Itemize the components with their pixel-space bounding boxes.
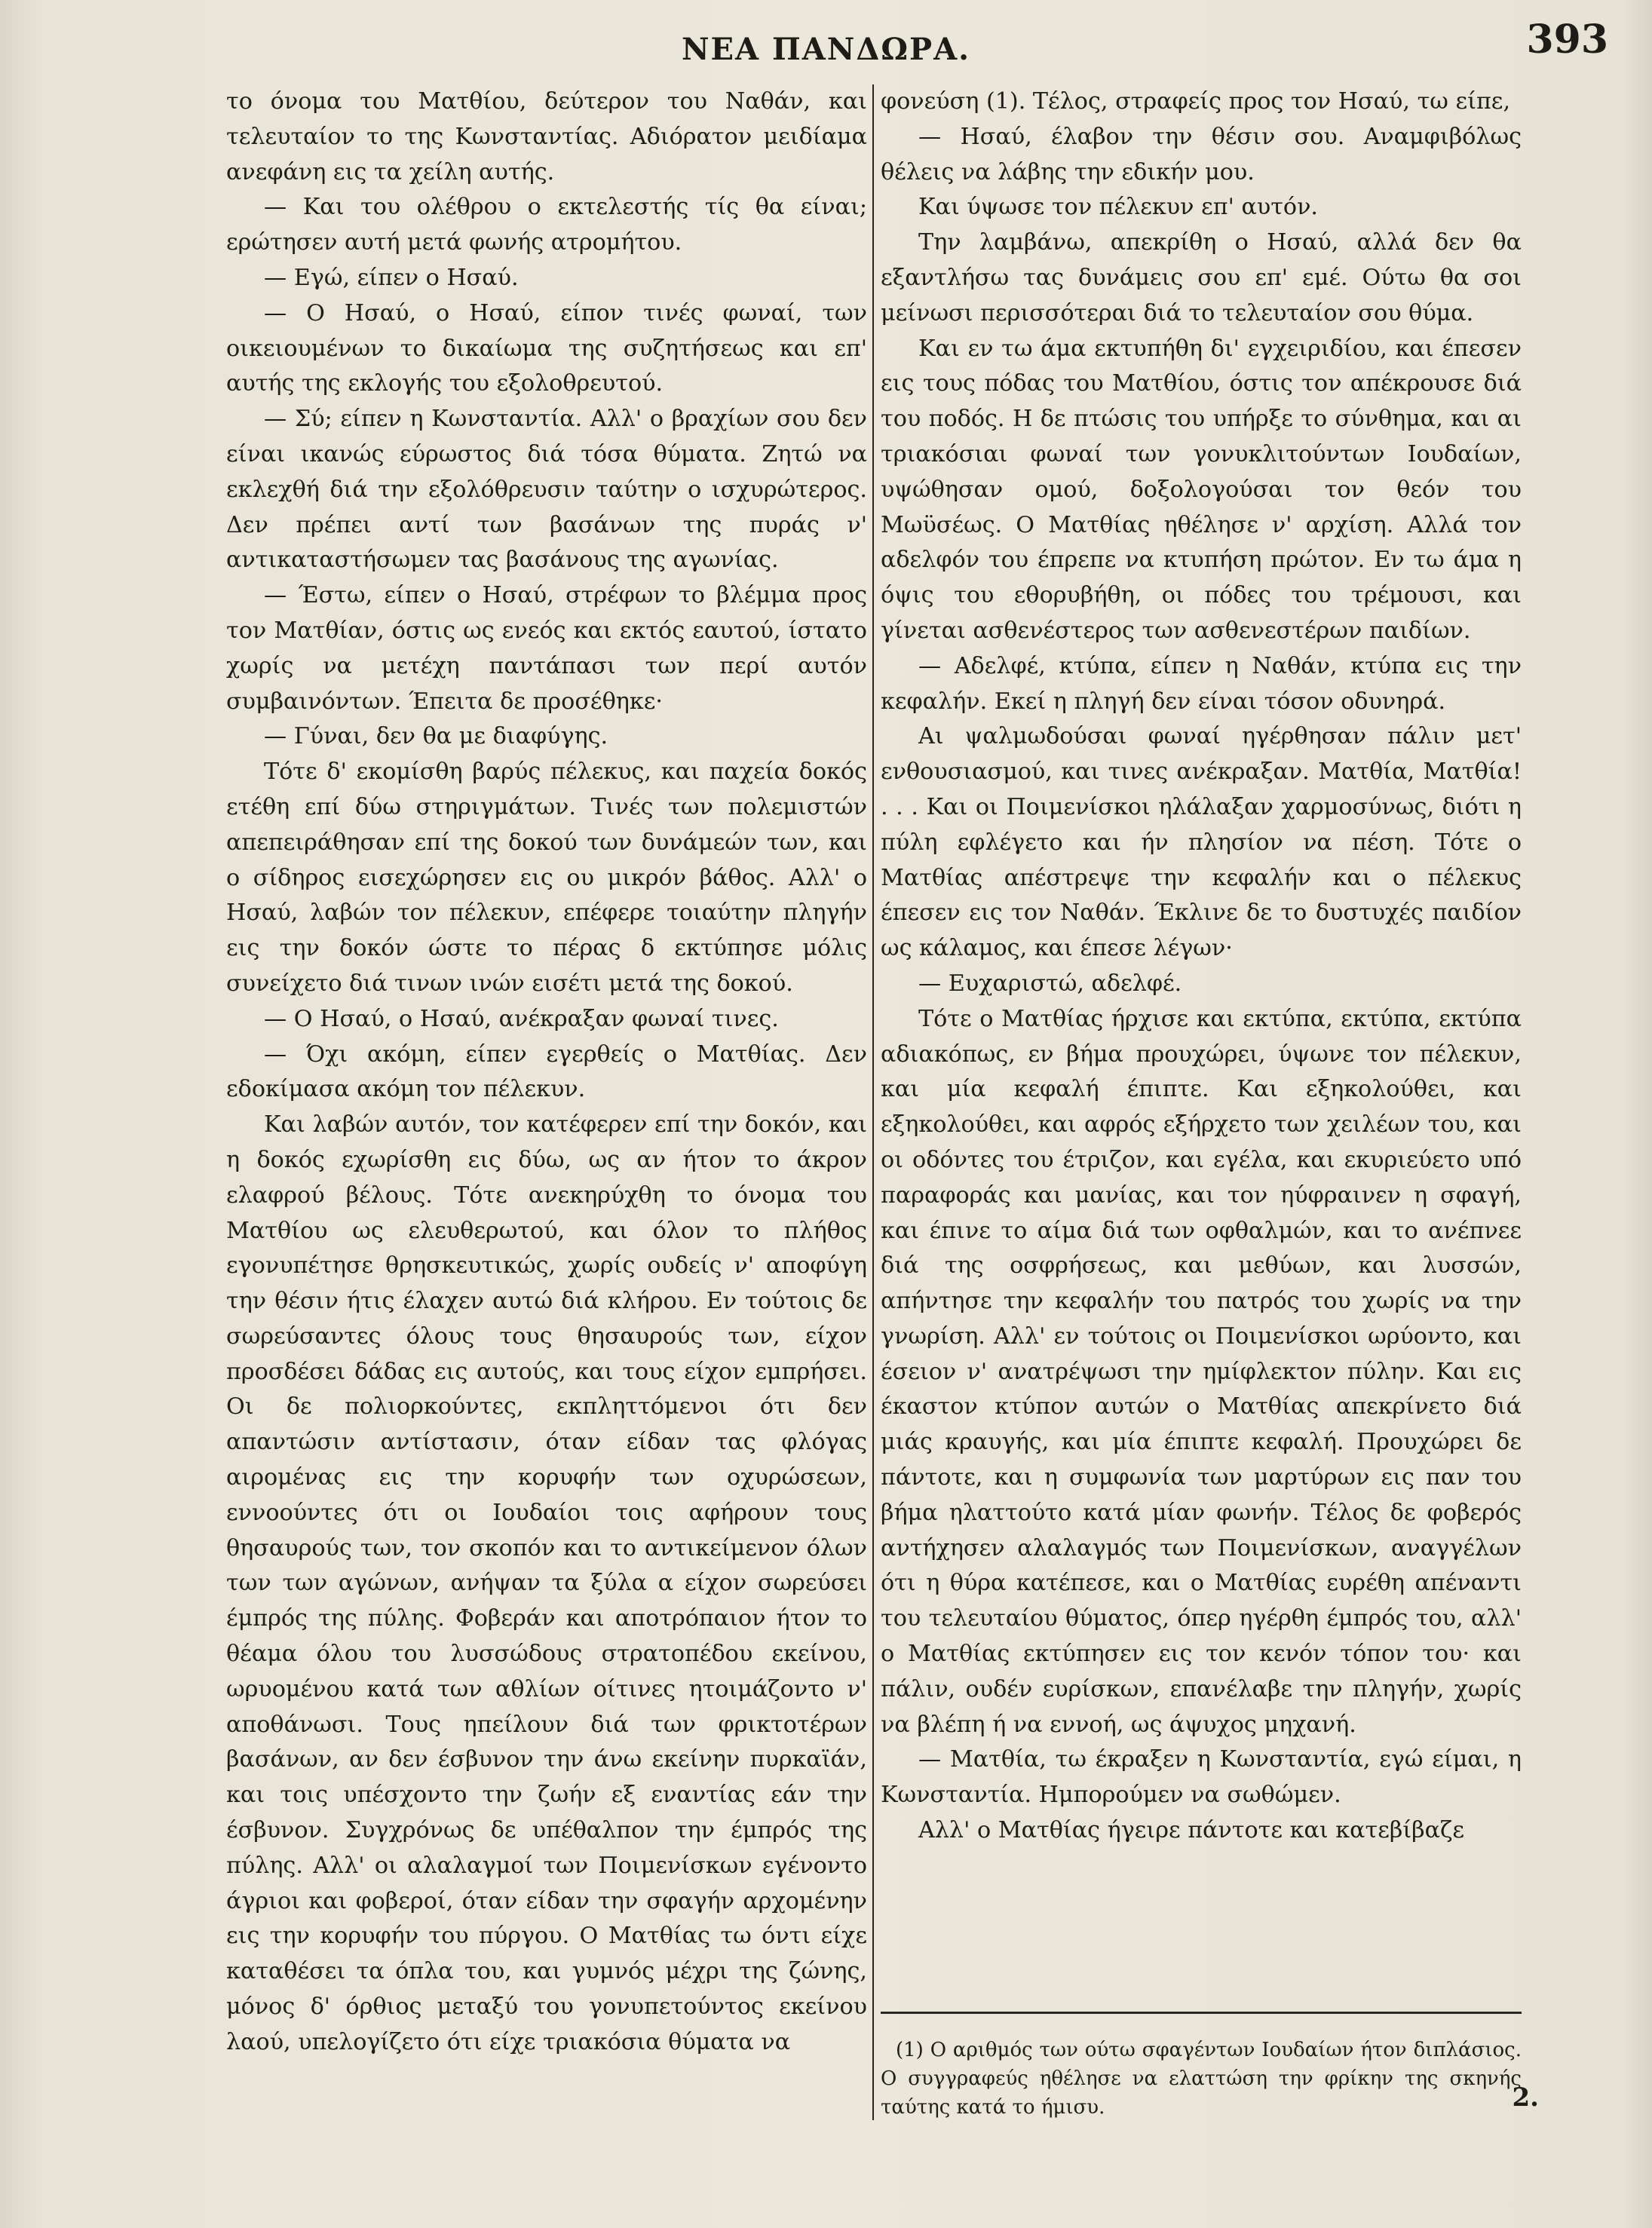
right-paragraph: Την λαμβάνω, απεκρίθη ο Ησαύ, αλλά δεν θα εξαντλήσω τας δυνάμεις σου επ' εμέ. Ούτω θα σοι μείνωσι περισσότεραι διά το τελευταίον σου θύμα.: [881, 229, 1522, 326]
footnote-text: (1) Ο αριθμός των ούτω σφαγέντων Ιουδαίων ήτον διπλάσιος. Ο συγγραφεύς ηθέλησε να ελαττώση την φρίκην της σκηνής ταύτης κατά το ήμισυ.: [881, 2039, 1522, 2119]
left-paragraph: το όνομα του Ματθίου, δεύτερον του Ναθάν, και τελευταίον το της Κωνσταντίας. Αδιόρατον μειδίαμα ανεφάνη εις τα χείλη αυτής.: [226, 88, 867, 185]
right-paragraph: φονεύση (1). Τέλος, στραφείς προς τον Ησαύ, τω είπε,: [881, 88, 1511, 115]
left-paragraph: — Ο Ησαύ, ο Ησαύ, ανέκραξαν φωναί τινες.: [264, 1005, 779, 1032]
left-paragraph: — Γύναι, δεν θα με διαφύγης.: [264, 723, 608, 750]
right-paragraph: Και εν τω άμα εκτυπήθη δι' εγχειριδίου, και έπεσεν εις τους πόδας του Ματθίου, όστις τον απέκρουσε διά του ποδός. Η δε πτώσις του υπήρξε το σύνθημα, και αι τριακόσιαι φωναί των γονυκλιτούντων Ιουδαίων, υψώθησαν ομού, δοξολογούσαι τον θεόν του Μωϋσέως. Ο Ματθίας ηθέλησε ν' αρχίση. Αλλά τον αδελφόν του έπρεπε να κτυπήση πρώτον. Εν τω άμα η όψις του εθορυβήθη, οι πόδες του τρέμουσι, και γίνεται ασθενέστερος των ασθενεστέρων παιδίων.: [881, 335, 1522, 644]
left-paragraph: — Σύ; είπεν η Κωνσταντία. Αλλ' ο βραχίων σου δεν είναι ικανώς εύρωστος διά τόσα θύματα. Ζητώ να εκλεχθή διά την εξολόθρευσιν ταύτην ο ισχυρώτερος. Δεν πρέπει αντί των βασάνων της πυράς ν' αντικαταστήσωμεν τας βασάνους της αγωνίας.: [226, 406, 867, 574]
right-paragraph: — Αδελφέ, κτύπα, είπεν η Ναθάν, κτύπα εις την κεφαλήν. Εκεί η πληγή δεν είναι τόσον οδυνηρά.: [881, 652, 1522, 715]
right-paragraph: — Ματθία, τω έκραξεν η Κωνσταντία, εγώ είμαι, η Κωνσταντία. Ημπορούμεν να σωθώμεν.: [881, 1746, 1522, 1809]
left-column: [226, 84, 867, 2061]
footnote: [881, 2036, 1522, 2122]
left-paragraph: — Έστω, είπεν ο Ησαύ, στρέφων το βλέμμα προς τον Ματθίαν, όστις ως ενεός και εκτός εαυτού, ίστατο χωρίς να μετέχη παντάπασι των περί αυτόν συμβαινόντων. Έπειτα δε προσέθηκε·: [226, 582, 867, 715]
left-paragraph: — Εγώ, είπεν ο Ησαύ.: [264, 264, 519, 291]
left-paragraph: Τότε δ' εκομίσθη βαρύς πέλεκυς, και παχεία δοκός ετέθη επί δύω στηριγμάτων. Τινές των πολεμιστών απεπειράθησαν επί της δοκού των δυνάμεών των, και ο σίδηρος εισεχώρησεν εις ου μικρόν βάθος. Αλλ' ο Ησαύ, λαβών τον πέλεκυν, επέφερε τοιαύτην πληγήν εις την δοκόν ώστε το πέρας δ εκτύπησε μόλις συνείχετο διά τινων ινών εισέτι μετά της δοκού.: [226, 759, 867, 997]
page-number: 393: [1526, 17, 1608, 63]
right-paragraph: — Ευχαριστώ, αδελφέ.: [918, 970, 1182, 997]
right-paragraph: Αι ψαλμωδούσαι φωναί ηγέρθησαν πάλιν μετ' ενθουσιασμού, και τινες ανέκραξαν. Ματθία, Ματθία! . . . Και οι Ποιμενίσκοι ηλάλαξαν χαρμοσύνως, διότι η πύλη εφλέγετο και ήν πλησίον να πέση. Τότε ο Ματθίας απέστρεψε την κεφαλήν και ο πέλεκυς έπεσεν εις τον Ναθάν. Έκλινε δε το δυστυχές παιδίον ως κάλαμος, και έπεσε λέγων·: [881, 723, 1522, 962]
column-divider: [872, 84, 874, 2120]
footnote-divider: [881, 2012, 1522, 2014]
right-paragraph: — Ησαύ, έλαβον την θέσιν σου. Αναμφιβόλως θέλεις να λάβης την εδικήν μου.: [881, 123, 1522, 185]
left-paragraph: — Όχι ακόμη, είπεν εγερθείς ο Ματθίας. Δεν εδοκίμασα ακόμη τον πέλεκυν.: [226, 1040, 867, 1103]
right-paragraph: Και ύψωσε τον πέλεκυν επ' αυτόν.: [918, 194, 1319, 221]
left-paragraph: Και λαβών αυτόν, τον κατέφερεν επί την δοκόν, και η δοκός εχωρίσθη εις δύω, ως αν ήτον το άκρον ελαφρού βέλους. Τότε ανεκηρύχθη το όνομα του Ματθίου ως ελευθερωτού, και όλον το πλήθος εγονυπέτησε θρησκευτικώς, χωρίς ουδείς ν' αποφύγη την θέσιν ήτις έλαχεν αυτώ διά κλήρου. Εν τούτοις δε σωρεύσαντες όλους τους θησαυρούς των, είχον προσδέσει δάδας εις αυτούς, και τους είχον εμπρήσει. Οι δε πολιορκούντες, εκπληττόμενοι ότι δεν απαντώσιν αντίστασιν, όταν είδαν τας φλόγας αιρομένας εις την κορυφήν των οχυρώσεων, εννοούντες ότι οι Ιουδαίοι τοις αφήρουν τους θησαυρούς των, τον σκοπόν και το αντικείμενον όλων των των αγώνων, ανήψαν τα ξύλα α είχον σωρεύσει έμπρός της πύλης. Φοβεράν και αποτρόπαιον ήτον το θέαμα όλου του λυσσώδους στρατοπέδου εκείνου, ωρυομένου κατά των αθλίων οίτινες ητοιμάζοντο ν' αποθάνωσι. Τους ηπείλουν διά των φρικτοτέρων βασάνων, αν δεν έσβυνον την άνω εκείνην πυρκαϊάν, και τοις υπέσχοντο την ζωήν εξ εναντίας εάν την έσβυνον. Συγχρόνως δε υπέθαλπον την έμπρός της πύλης. Αλλ' οι αλαλαγμοί των Ποιμενίσκων εγένοντο άγριοι και φοβεροί, όταν είδαν την σφαγήν αρχομένην εις την κορυφήν του πύργου. Ο Ματθίας τω όντι είχε καταθέσει τα όπλα του, και γυμνός μέχρι της ζώνης, μόνος δ' όρθιος μεταξύ του γονυπετούντος εκείνου λαού, υπελογίζετο ότι είχε τριακόσια θύματα να: [226, 1111, 867, 2055]
page-header-title: ΝΕΑ ΠΑΝΔΩΡΑ.: [681, 32, 971, 67]
right-column: [881, 84, 1522, 1849]
right-paragraph: Τότε ο Ματθίας ήρχισε και εκτύπα, εκτύπα, εκτύπα αδιακόπως, εν βήμα προυχώρει, ύψωνε τον πέλεκυν, και μία κεφαλή έπιπτε. Και εξηκολούθει, και εξηκολούθει, και αφρός εξήρχετο των χειλέων του, και οι οδόντες του έτριζον, και εγέλα, και εκυριεύετο υπό παραφοράς και μανίας, και τον ηύφραινεν η σφαγή, και έπινε το αίμα διά των οφθαλμών, και το ανέπνεε διά της οσφρήσεως, και μεθύων, και λυσσών, απήντησε την κεφαλήν του πατρός του χωρίς να την γνωρίση. Αλλ' εν τούτοις οι Ποιμενίσκοι ωρύοντο, και έσειον ν' ανατρέψωσι την ημίφλεκτον πύλην. Και εις έκαστον κτύπον αυτών ο Ματθίας απεκρίνετο διά μιάς κραυγής, και μία έπιπτε κεφαλή. Προυχώρει δε πάντοτε, και η συμφωνία των μαρτύρων εις παν του βήμα ηλαττούτο κατά μίαν φωνήν. Τέλος δε φοβερός αντήχησεν αλαλαγμός των Ποιμενίσκων, αναγγέλων ότι η θύρα κατέπεσε, και ο Ματθίας ευρέθη απέναντι του τελευταίου θύματος, όπερ ηγέρθη έμπρός του, αλλ' ο Ματθίας εκτύπησεν εις τον κενόν τόπον του· και πάλιν, ουδέν ευρίσκων, επανέλαβε την πληγήν, χωρίς να βλέπη ή να εννοή, ως άψυχος μηχανή.: [881, 1005, 1522, 1738]
left-paragraph: — Και του ολέθρου ο εκτελεστής τίς θα είναι; ερώτησεν αυτή μετά φωνής ατρομήτου.: [226, 194, 867, 256]
signature-mark: 2.: [1512, 2082, 1539, 2113]
left-paragraph: — Ο Ησαύ, ο Ησαύ, είπον τινές φωναί, των οικειουμένων το δικαίωμα της συζητήσεως και επ' αυτής της εκλογής του εξολοθρευτού.: [226, 299, 867, 397]
right-paragraph: Αλλ' ο Ματθίας ήγειρε πάντοτε και κατεβίβαζε: [918, 1817, 1464, 1844]
